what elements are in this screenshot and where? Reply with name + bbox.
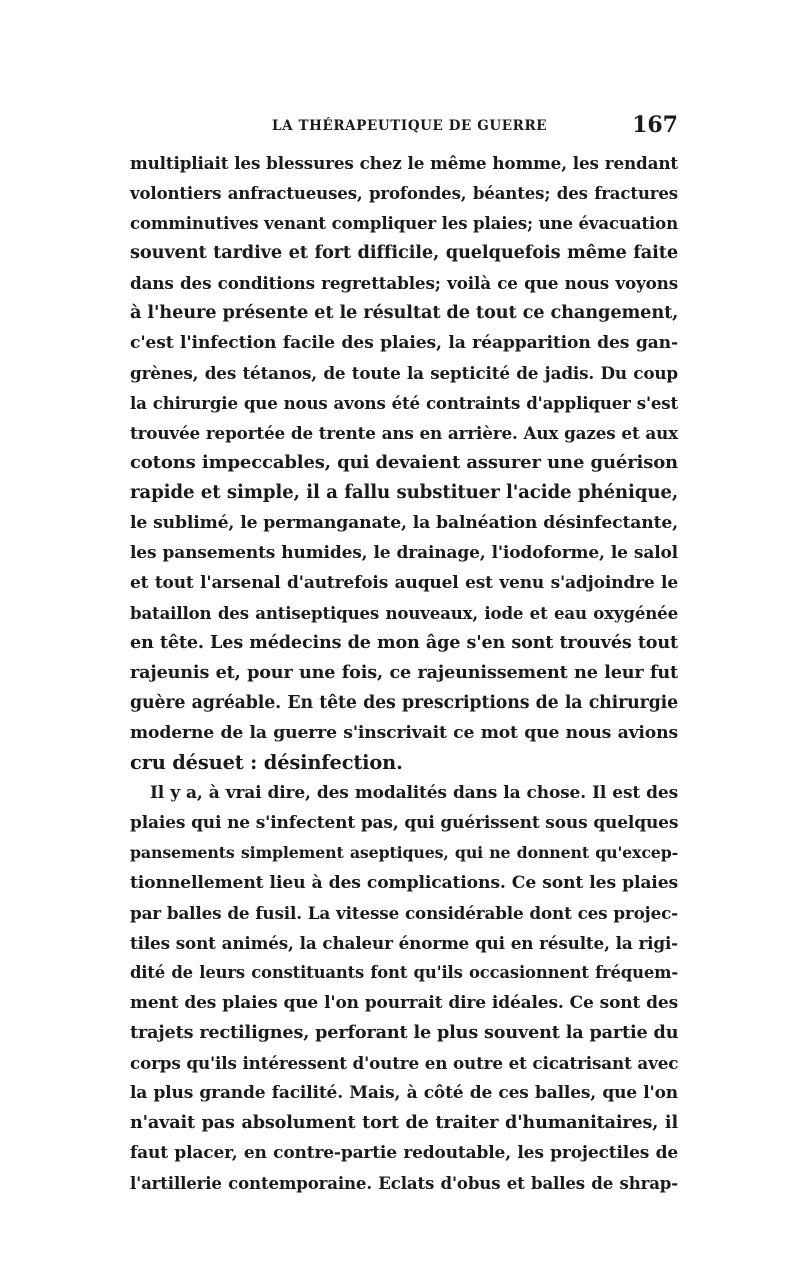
text-line: à l'heure présente et le résultat de tout ce changement, xyxy=(130,302,679,323)
text-line: la plus grande facilité. Mais, à côté de ces balles, que l'on xyxy=(130,1083,678,1103)
text-line: plaies qui ne s'infectent pas, qui guérissent sous quelques xyxy=(130,813,679,833)
text-line: et tout l'arsenal d'autrefois auquel est venu s'adjoindre le xyxy=(130,573,678,593)
text-line: cru désuet : désinfection. xyxy=(130,751,403,774)
text-line: n'avait pas absolument tort de traiter d'humanitaires, il xyxy=(130,1112,678,1133)
text-line: multipliait les blessures chez le même homme, les rendant xyxy=(130,153,678,173)
text-line: ment des plaies que l'on pourrait dire idéales. Ce sont des xyxy=(130,993,678,1013)
text-line: trouvée reportée de trente ans en arrière. Aux gazes et aux xyxy=(130,423,678,443)
text-line: c'est l'infection facile des plaies, la réapparition des gan- xyxy=(130,333,678,353)
text-line: tiles sont animés, la chaleur énorme qui en résulte, la rigi- xyxy=(130,933,678,953)
text-line: les pansements humides, le drainage, l'iodoforme, le salol xyxy=(130,543,678,563)
text-line: par balles de fusil. La vitesse considérable dont ces projec- xyxy=(130,903,678,923)
text-line: la chirurgie que nous avons été contraints d'appliquer s'est xyxy=(130,393,678,413)
text-line: pansements simplement aseptiques, qui ne donnent qu'excep- xyxy=(130,843,678,862)
text-line: moderne de la guerre s'inscrivait ce mot que nous avions xyxy=(130,723,678,743)
text-line: bataillon des antiseptiques nouveaux, iode et eau oxygénée xyxy=(130,603,678,623)
text-line: trajets rectilignes, perforant le plus souvent la partie du xyxy=(130,1022,679,1043)
body-text xyxy=(130,148,678,1198)
text-line: corps qu'ils intéressent d'outre en outre et cicatrisant avec xyxy=(130,1053,679,1073)
text-line: le sublimé, le permanganate, la balnéation désinfectante, xyxy=(130,513,678,533)
running-title: LA THÉRAPEUTIQUE DE GUERRE xyxy=(272,118,548,134)
text-line: tionnellement lieu à des complications. Ce sont les plaies xyxy=(130,873,678,893)
text-line: guère agréable. En tête des prescriptions de la chirurgie xyxy=(130,693,678,713)
text-line: volontiers anfractueuses, profondes, béantes; des fractures xyxy=(130,183,678,203)
text-line: cotons impeccables, qui devaient assurer une guérison xyxy=(130,452,678,473)
paragraph-2 xyxy=(130,778,678,1198)
page-number: 167 xyxy=(632,112,678,138)
text-line: rapide et simple, il a fallu substituer l'acide phénique, xyxy=(130,482,678,503)
text-line: comminutives venant compliquer les plaies; une évacuation xyxy=(130,213,678,233)
text-line: Il y a, à vrai dire, des modalités dans la chose. Il est des xyxy=(150,783,678,803)
text-line: en tête. Les médecins de mon âge s'en sont trouvés tout xyxy=(130,632,678,653)
page-header xyxy=(130,112,678,142)
text-line: grènes, des tétanos, de toute la septicité de jadis. Du coup xyxy=(130,363,678,383)
text-line: l'artillerie contemporaine. Eclats d'obus et balles de shrap- xyxy=(130,1173,678,1193)
text-line: dans des conditions regrettables; voilà ce que nous voyons xyxy=(130,273,678,293)
text-line: dité de leurs constituants font qu'ils occasionnent fréquem- xyxy=(130,963,678,982)
text-line: souvent tardive et fort difficile, quelquefois même faite xyxy=(130,242,678,263)
paragraph-1 xyxy=(130,148,678,778)
text-line: rajeunis et, pour une fois, ce rajeunissement ne leur fut xyxy=(130,662,678,683)
text-line: faut placer, en contre-partie redoutable, les projectiles de xyxy=(130,1143,678,1163)
